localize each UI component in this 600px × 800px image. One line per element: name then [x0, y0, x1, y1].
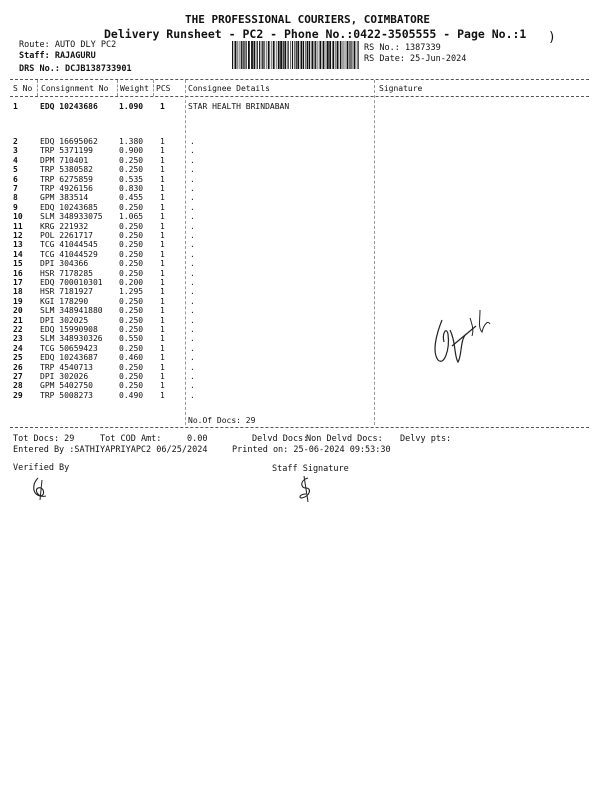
- row-sno: 5: [13, 165, 18, 175]
- row-consignment: EDQ 10243687: [40, 353, 98, 363]
- table-row: [0, 175, 600, 184]
- row-weight: 0.200: [119, 278, 144, 287]
- row-sno: 17: [13, 278, 23, 287]
- row-sno: 6: [13, 174, 18, 184]
- barcode-bar: [232, 41, 233, 69]
- row-pcs: 1: [160, 372, 165, 381]
- table-row: [0, 156, 600, 165]
- row-pcs: 1: [160, 259, 165, 269]
- barcode-bar: [337, 41, 339, 69]
- row-sno: 18: [13, 287, 23, 297]
- row-sno: 9: [13, 202, 18, 212]
- row-consignment: TCG 50659423: [40, 343, 98, 353]
- row-mark: .: [190, 268, 195, 278]
- row-sno: 25: [13, 353, 23, 363]
- non-delvd-docs: Non Delvd Docs:: [306, 434, 383, 444]
- table-row: [0, 316, 600, 325]
- barcode-bar: [243, 41, 244, 69]
- barcode-bar: [237, 41, 238, 69]
- row-mark: .: [190, 174, 195, 184]
- row-pcs: 1: [160, 268, 165, 278]
- barcode-bar: [318, 41, 319, 69]
- col-sep: [37, 80, 38, 96]
- row-weight: 0.250: [119, 343, 144, 353]
- barcode-bar: [345, 41, 346, 69]
- row-weight: 0.455: [119, 193, 144, 203]
- barcode-bar: [280, 41, 282, 69]
- row-pcs: 1: [160, 249, 165, 259]
- row-weight: 0.250: [119, 325, 144, 334]
- row-consignment: EDQ 10243685: [40, 202, 98, 212]
- table-row: [0, 137, 600, 146]
- barcode-bar: [271, 41, 272, 69]
- barcode-bar: [268, 41, 270, 69]
- table-row: [0, 222, 600, 231]
- row-weight: 0.460: [119, 353, 144, 363]
- table-row: [0, 212, 600, 221]
- table-row: [0, 269, 600, 278]
- row-consignment: KGI 178290: [40, 296, 89, 306]
- barcode-bar: [257, 41, 258, 69]
- row-consignment: TRP 5008273: [40, 390, 93, 400]
- row-sno: 20: [13, 306, 23, 316]
- barcode-bar: [305, 41, 306, 69]
- barcode-bar: [323, 41, 325, 69]
- row-pcs: 1: [160, 165, 165, 175]
- barcode-bar: [239, 41, 240, 69]
- rs-date: RS Date: 25-Jun-2024: [364, 54, 467, 64]
- table-row: [0, 381, 600, 390]
- row-mark: .: [190, 390, 195, 400]
- row-mark: .: [190, 221, 195, 231]
- barcode-bar: [244, 41, 245, 69]
- table-row: [0, 325, 600, 334]
- table-row: [0, 306, 600, 315]
- barcode-bar: [307, 41, 309, 69]
- row-weight: 0.490: [119, 390, 144, 400]
- row-consignee: STAR HEALTH BRINDABAN: [188, 102, 290, 111]
- barcode-bar: [332, 41, 334, 69]
- row-sno: 12: [13, 231, 23, 240]
- table-row: [0, 391, 600, 400]
- row-consignment: EDQ 10243686: [40, 102, 98, 111]
- row-pcs: 1: [160, 362, 165, 372]
- tot-cod-amt: Tot COD Amt: 0.00: [100, 434, 208, 444]
- barcode-bar: [326, 41, 327, 69]
- row-weight: 0.250: [119, 165, 144, 175]
- company-title: THE PROFESSIONAL COURIERS, COIMBATORE: [185, 13, 431, 26]
- staff-signature: [294, 474, 318, 504]
- barcode-bar: [354, 41, 355, 69]
- row-sno: 13: [13, 240, 23, 250]
- row-sno: 22: [13, 325, 23, 334]
- row-mark: .: [190, 146, 195, 156]
- row-weight: 0.830: [119, 184, 144, 193]
- consignee-signature: [422, 290, 502, 380]
- row-sno: 28: [13, 381, 23, 391]
- row-pcs: 1: [160, 315, 165, 325]
- verified-by-label: Verified By: [13, 463, 70, 473]
- rs-number: RS No.: 1387339: [364, 43, 441, 53]
- row-pcs: 1: [160, 278, 165, 287]
- row-consignment: POL 2261717: [40, 231, 93, 240]
- row-mark: .: [190, 343, 195, 353]
- row-mark: .: [190, 362, 195, 372]
- row-mark: .: [190, 240, 195, 250]
- verified-signature: [28, 474, 56, 502]
- row-consignment: DPI 302026: [40, 372, 89, 381]
- row-pcs: 1: [160, 155, 165, 165]
- row-weight: 0.250: [119, 268, 144, 278]
- row-weight: 1.380: [119, 137, 144, 146]
- barcode-bar: [315, 41, 316, 69]
- corner-mark: ): [548, 30, 556, 45]
- delvd-docs: Delvd Docs:: [252, 434, 309, 444]
- barcode: [232, 41, 360, 69]
- row-mark: .: [190, 155, 195, 165]
- row-consignment: EDQ 15990908: [40, 325, 98, 334]
- row-sno: 15: [13, 259, 23, 269]
- row-weight: 0.250: [119, 231, 144, 240]
- row-consignment: SLM 348933075: [40, 212, 103, 222]
- row-consignment: DPI 304366: [40, 259, 89, 269]
- row-weight: 0.250: [119, 381, 144, 391]
- barcode-bar: [356, 41, 357, 69]
- row-sno: 3: [13, 146, 18, 156]
- row-sno: 2: [13, 137, 18, 146]
- printed-on: Printed on: 25-06-2024 09:53:30: [232, 445, 391, 455]
- row-mark: .: [190, 184, 195, 193]
- barcode-bar: [251, 41, 253, 69]
- row-pcs: 1: [160, 137, 165, 146]
- row-mark: .: [190, 353, 195, 363]
- row-sno: 16: [13, 268, 23, 278]
- barcode-bar: [350, 41, 351, 69]
- barcode-bar: [263, 41, 264, 69]
- barcode-bar: [353, 41, 354, 69]
- row-weight: 0.250: [119, 315, 144, 325]
- table-row: [0, 259, 600, 268]
- row-sno: 8: [13, 193, 18, 203]
- row-pcs: 1: [160, 202, 165, 212]
- col-signature: Signature: [379, 84, 423, 93]
- row-weight: 0.250: [119, 240, 144, 250]
- table-row: [0, 184, 600, 193]
- row-pcs: 1: [160, 390, 165, 400]
- row-weight: 0.900: [119, 146, 144, 156]
- route-label: Route: AUTO DLY PC2: [19, 40, 117, 50]
- barcode-bar: [342, 41, 343, 69]
- barcode-bar: [336, 41, 337, 69]
- row-mark: .: [190, 334, 195, 344]
- col-sno: S No: [13, 84, 33, 93]
- row-weight: 0.250: [119, 259, 144, 269]
- entered-by: Entered By :SATHIYAPRIYAPC2 06/25/2024: [13, 445, 208, 455]
- barcode-bar: [273, 41, 275, 69]
- row-mark: .: [190, 325, 195, 334]
- row-mark: .: [190, 137, 195, 146]
- row-consignment: TRP 5371199: [40, 146, 93, 156]
- barcode-bar: [340, 41, 341, 69]
- barcode-bar: [351, 41, 352, 69]
- row-sno: 23: [13, 334, 23, 344]
- barcode-bar: [276, 41, 277, 69]
- barcode-bar: [349, 41, 350, 69]
- barcode-bar: [235, 41, 237, 69]
- row-consignment: GPM 383514: [40, 193, 89, 203]
- row-sno: 10: [13, 212, 23, 222]
- barcode-bar: [314, 41, 315, 69]
- row-sno: 21: [13, 315, 23, 325]
- barcode-bar: [294, 41, 295, 69]
- runsheet-subtitle: Delivery Runsheet - PC2 - Phone No.:0422-3505555 - Page No.:1: [104, 27, 527, 41]
- row-pcs: 1: [160, 102, 165, 111]
- delvy-pts: Delvy pts:: [400, 434, 452, 444]
- barcode-bar: [347, 41, 349, 69]
- footer-rule: [10, 427, 589, 428]
- row-pcs: 1: [160, 287, 165, 297]
- row-weight: 0.250: [119, 155, 144, 165]
- row-consignment: TRP 6275859: [40, 174, 93, 184]
- barcode-bar: [343, 41, 344, 69]
- row-weight: 0.250: [119, 249, 144, 259]
- col-sep: [153, 80, 154, 96]
- table-row: [0, 203, 600, 212]
- table-row: [0, 287, 600, 296]
- row-pcs: 1: [160, 221, 165, 231]
- row-mark: .: [190, 278, 195, 287]
- no-of-docs: No.Of Docs: 29: [188, 416, 256, 425]
- row-pcs: 1: [160, 381, 165, 391]
- row-weight: 1.090: [119, 102, 144, 111]
- row-consignment: TRP 4540713: [40, 362, 93, 372]
- row-weight: 0.250: [119, 372, 144, 381]
- table-row: [0, 165, 600, 174]
- staff-signature-label: Staff Signature: [272, 464, 349, 474]
- row-mark: .: [190, 193, 195, 203]
- row-consignment: TCG 41044529: [40, 249, 98, 259]
- row-weight: 0.535: [119, 174, 144, 184]
- row-consignment: DPM 710401: [40, 155, 89, 165]
- table-row: [0, 363, 600, 372]
- row-sno: 1: [13, 102, 18, 111]
- table-row: [0, 334, 600, 343]
- barcode-bar: [303, 41, 304, 69]
- row-pcs: 1: [160, 334, 165, 344]
- table-row: [0, 353, 600, 362]
- table-row: [0, 372, 600, 381]
- barcode-bar: [288, 41, 289, 69]
- row-weight: 0.250: [119, 296, 144, 306]
- row-mark: .: [190, 306, 195, 316]
- row-consignment: HSR 7181927: [40, 287, 93, 297]
- col-weight: Weight: [120, 84, 149, 93]
- row-mark: .: [190, 231, 195, 240]
- table-row: [0, 146, 600, 155]
- barcode-bar: [241, 41, 242, 69]
- barcode-bar: [283, 41, 284, 69]
- row-sno: 29: [13, 390, 23, 400]
- row-consignment: TCG 41044545: [40, 240, 98, 250]
- row-pcs: 1: [160, 212, 165, 222]
- barcode-bar: [301, 41, 303, 69]
- row-weight: 0.250: [119, 221, 144, 231]
- table-row: [0, 344, 600, 353]
- row-mark: .: [190, 296, 195, 306]
- drs-label: DRS No.: DCJB138733901: [19, 64, 132, 74]
- barcode-bar: [254, 41, 256, 69]
- col-consignee: Consignee Details: [188, 84, 270, 93]
- barcode-bar: [266, 41, 267, 69]
- row-weight: 0.250: [119, 202, 144, 212]
- row-mark: .: [190, 315, 195, 325]
- table-row: [0, 231, 600, 240]
- header-rule-bottom: [10, 96, 589, 97]
- row-pcs: 1: [160, 325, 165, 334]
- barcode-bar: [296, 41, 297, 69]
- row-consignment: EDQ 16695062: [40, 137, 98, 146]
- tot-docs: Tot Docs: 29: [13, 434, 75, 444]
- row-mark: .: [190, 372, 195, 381]
- row-pcs: 1: [160, 231, 165, 240]
- barcode-bar: [246, 41, 247, 69]
- row-weight: 0.250: [119, 362, 144, 372]
- staff-label: Staff: RAJAGURU: [19, 51, 96, 61]
- row-pcs: 1: [160, 174, 165, 184]
- table-row: [0, 297, 600, 306]
- row-consignment: TRP 5380582: [40, 165, 93, 175]
- row-pcs: 1: [160, 343, 165, 353]
- header-rule-top: [10, 79, 589, 80]
- row-mark: .: [190, 165, 195, 175]
- row-pcs: 1: [160, 184, 165, 193]
- table-row: [0, 240, 600, 249]
- table-header: [0, 84, 600, 93]
- row-weight: 0.250: [119, 306, 144, 316]
- row-consignment: SLM 348930326: [40, 334, 103, 344]
- row-mark: .: [190, 212, 195, 222]
- barcode-bar: [358, 41, 359, 69]
- table-row: [0, 278, 600, 287]
- row-pcs: 1: [160, 193, 165, 203]
- row-pcs: 1: [160, 353, 165, 363]
- barcode-bar: [259, 41, 260, 69]
- row-pcs: 1: [160, 146, 165, 156]
- row-weight: 1.295: [119, 287, 144, 297]
- barcode-bar: [292, 41, 293, 69]
- col-consignment: Consignment No: [41, 84, 109, 93]
- barcode-bar: [329, 41, 331, 69]
- barcode-bar: [309, 41, 310, 69]
- row-mark: .: [190, 202, 195, 212]
- row-pcs: 1: [160, 306, 165, 316]
- row-mark: .: [190, 249, 195, 259]
- barcode-bar: [284, 41, 286, 69]
- col-sep: [117, 80, 118, 96]
- barcode-bar: [327, 41, 329, 69]
- row-consignment: TRP 4926156: [40, 184, 93, 193]
- row-weight: 1.065: [119, 212, 144, 222]
- barcode-bar: [312, 41, 314, 69]
- row-weight: 0.550: [119, 334, 144, 344]
- row-consignment: DPI 302025: [40, 315, 89, 325]
- barcode-bar: [297, 41, 299, 69]
- row-mark: .: [190, 287, 195, 297]
- row-sno: 27: [13, 372, 23, 381]
- row-sno: 11: [13, 221, 23, 231]
- barcode-bar: [262, 41, 263, 69]
- row-consignment: HSR 7178285: [40, 268, 93, 278]
- row-consignment: EDQ 700010301: [40, 278, 103, 287]
- row-sno: 7: [13, 184, 18, 193]
- table-row: [0, 250, 600, 259]
- row-mark: .: [190, 381, 195, 391]
- barcode-bar: [248, 41, 250, 69]
- row-sno: 26: [13, 362, 23, 372]
- row-sno: 24: [13, 343, 23, 353]
- row-sno: 4: [13, 155, 18, 165]
- col-pcs: PCS: [156, 84, 171, 93]
- row-sno: 19: [13, 296, 23, 306]
- row-pcs: 1: [160, 296, 165, 306]
- table-row: [0, 102, 600, 111]
- barcode-bar: [278, 41, 280, 69]
- row-mark: .: [190, 259, 195, 269]
- row-consignment: KRG 221932: [40, 221, 89, 231]
- row-sno: 14: [13, 249, 23, 259]
- row-pcs: 1: [160, 240, 165, 250]
- row-consignment: SLM 348941880: [40, 306, 103, 316]
- row-consignment: GPM 5402750: [40, 381, 93, 391]
- barcode-bar: [290, 41, 291, 69]
- table-row: [0, 193, 600, 202]
- barcode-bar: [320, 41, 322, 69]
